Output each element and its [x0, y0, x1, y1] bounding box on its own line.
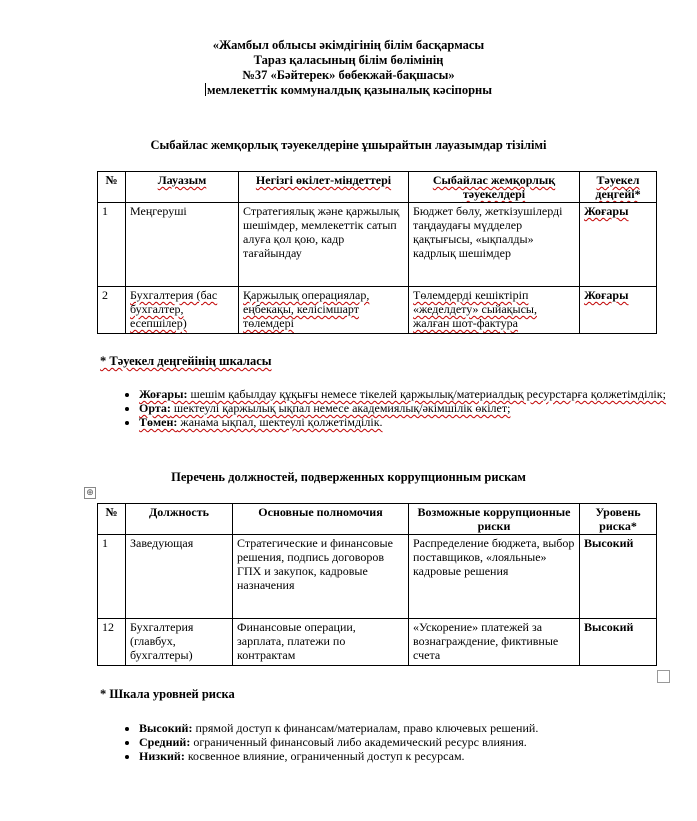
table-row	[98, 203, 657, 287]
kz-col-risks: Сыбайлас жемқорлық тәуекелдері	[409, 172, 580, 203]
header-line-4: мемлекеттік коммуналдық қазыналық кәсіпорны	[206, 83, 492, 97]
cell-duties: Стратегиялық және қаржылық шешімдер, мемлекеттік сатып алуға қол қою, кадр тағайындау	[239, 203, 409, 287]
cell-duties: Стратегические и финансовые решения, подпись договоров ГПХ и закупок, кадровые назначения	[233, 535, 409, 619]
cell-num: 1	[98, 535, 126, 619]
ru-table-header-row	[98, 504, 657, 535]
header-line-1: «Жамбыл облысы әкімдігінің білім басқармасы	[212, 38, 485, 52]
ru-col-num: №	[98, 504, 126, 535]
cell-risks: «Ускорение» платежей за вознаграждение, фиктивные счета	[409, 619, 580, 666]
cell-level: Жоғары	[580, 287, 657, 334]
cell-num: 12	[98, 619, 126, 666]
cell-num: 2	[98, 287, 126, 334]
cell-num: 1	[98, 203, 126, 287]
cell-risks: Бюджет бөлу, жеткізушілерді таңдаудағы мүдделер қақтығысы, «ықпалды» кадрлық шешімдер	[409, 203, 580, 287]
header-line-3: №37 «Бәйтерек» бөбекжай-бақшасы»	[242, 68, 455, 82]
ru-scale-title: * Шкала уровней риска	[100, 687, 235, 701]
table-row	[98, 535, 657, 619]
text-cursor	[205, 83, 206, 96]
kz-scale-title: * Тәуекел деңгейінің шкаласы	[100, 354, 272, 368]
list-item: • Средний: ограниченный финансовый либо академический ресурс влияния.	[139, 735, 669, 749]
ru-col-risks: Возможные коррупционные риски	[409, 504, 580, 535]
list-item: • Жоғары: шешім қабылдау құқығы немесе тікелей қаржылық/материалдық ресурстарға қолжетімділік;	[139, 387, 669, 401]
cell-risks: Распределение бюджета, выбор поставщиков, «лояльные» кадровые решения	[409, 535, 580, 619]
cell-position: Бухгалтерия (главбух, бухгалтеры)	[126, 619, 233, 666]
table-move-handle-icon[interactable]: ⊕	[84, 487, 96, 499]
kz-col-num: №	[98, 172, 126, 203]
kz-scale-list	[119, 387, 669, 429]
table-resize-handle[interactable]	[657, 670, 670, 683]
kz-col-level: Тәуекел деңгейі*	[580, 172, 657, 203]
list-item: • Высокий: прямой доступ к финансам/материалам, право ключевых решений.	[139, 721, 669, 735]
cell-position: Заведующая	[126, 535, 233, 619]
cell-risks: Төлемдерді кешіктіріп «жеделдету» сыйақысы, жалған шот-фактура	[409, 287, 580, 334]
ru-col-position: Должность	[126, 504, 233, 535]
kz-col-duties: Негізгі өкілет-міндеттері	[239, 172, 409, 203]
ru-col-level: Уровень риска*	[580, 504, 657, 535]
header-line-2: Тараз қаласының білім бөлімінің	[253, 53, 444, 67]
kz-risk-table[interactable]	[97, 171, 657, 334]
ru-table-title: Перечень должностей, подверженных коррупционным рискам	[171, 470, 526, 484]
ru-col-duties: Основные полномочия	[233, 504, 409, 535]
kz-col-position: Лауазым	[126, 172, 239, 203]
cell-position: Бухгалтерия (бас бухгалтер, есепшілер)	[126, 287, 239, 334]
organization-header	[0, 38, 697, 98]
list-item: • Низкий: косвенное влияние, ограниченный доступ к ресурсам.	[139, 749, 669, 763]
header-line-4-wrap[interactable]	[0, 83, 697, 98]
table-row	[98, 619, 657, 666]
list-item: • Орта: шектеулі қаржылық ықпал немесе академиялық/әкімшілік өкілет;	[139, 401, 669, 415]
table-row	[98, 287, 657, 334]
list-item: • Төмен: жанама ықпал, шектеулі қолжетімділік.	[139, 415, 669, 429]
cell-duties: Қаржылық операциялар, еңбекақы, келісімшарт төлемдері	[239, 287, 409, 334]
cell-level: Высокий	[580, 535, 657, 619]
cell-duties: Финансовые операции, зарплата, платежи по контрактам	[233, 619, 409, 666]
ru-scale-list	[119, 721, 669, 763]
kz-table-title: Сыбайлас жемқорлық тәуекелдеріне ұшырайтын лауазымдар тізілімі	[150, 138, 547, 152]
ru-risk-table[interactable]	[97, 503, 657, 666]
cell-level: Высокий	[580, 619, 657, 666]
cell-position: Меңгеруші	[126, 203, 239, 287]
kz-table-header-row	[98, 172, 657, 203]
cell-level: Жоғары	[580, 203, 657, 287]
